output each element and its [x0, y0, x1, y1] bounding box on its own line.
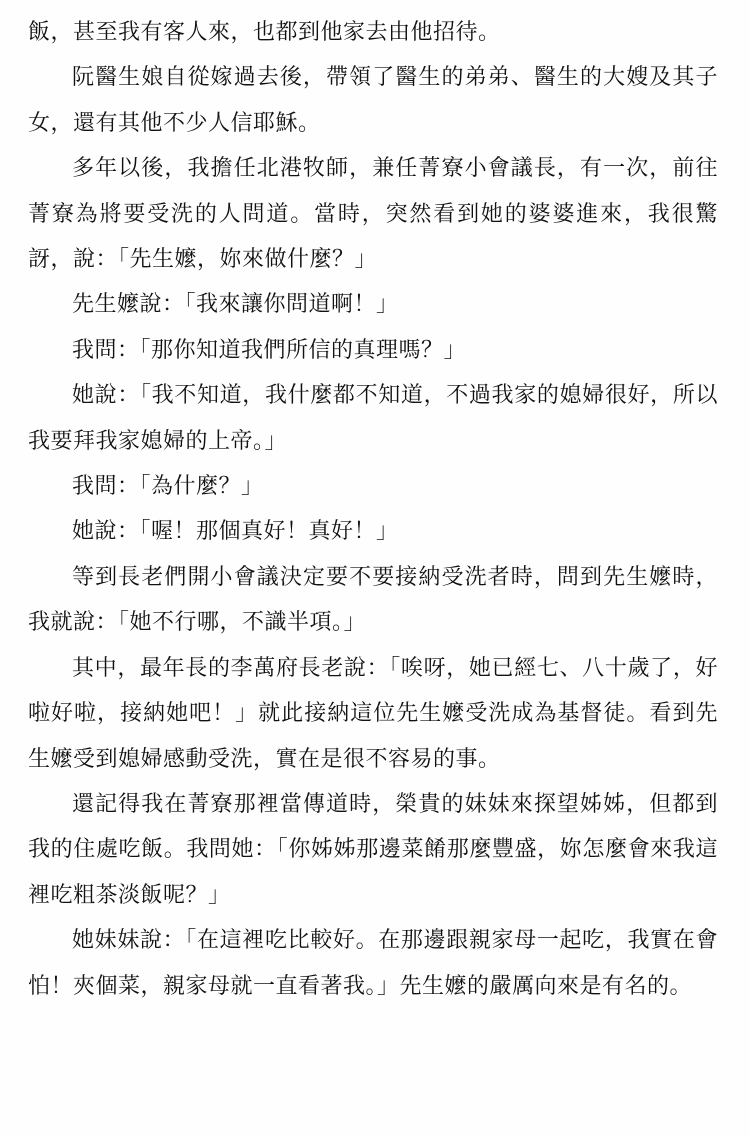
- paragraph-6: 她說：「我不知道，我什麼都不知道，不過我家的媳婦很好，所以我要拜我家媳婦的上帝。」: [28, 383, 718, 454]
- paragraph-11: 還記得我在菁寮那裡當傳道時，榮貴的妹妹來探望姊姊，但都到我的住處吃飯。我問她：「你姊姊那邊菜餚那麼豐盛，妳怎麼會來我這裡吃粗茶淡飯呢？」: [28, 791, 718, 908]
- paragraph-8: 她說：「喔！那個真好！真好！」: [72, 519, 399, 545]
- paragraph-4: 先生嬤說：「我來讓你問道啊！」: [72, 292, 399, 318]
- paragraph-2: 阮醫生娘自從嫁過去後，帶領了醫生的弟弟、醫生的大嫂及其子女，還有其他不少人信耶穌。: [28, 65, 718, 136]
- body-text: [28, 10, 718, 1009]
- paragraph-5: 我問：「那你知道我們所信的真理嗎？」: [72, 337, 467, 363]
- paragraph-7: 我問：「為什麼？」: [72, 474, 264, 500]
- paragraph-10: 其中，最年長的李萬府長老說：「唉呀，她已經七、八十歲了，好啦好啦，接納她吧！」就此接納這位先生嬤受洗成為基督徒。看到先生嬤受到媳婦感動受洗，實在是很不容易的事。: [28, 655, 718, 772]
- paragraph-3: 多年以後，我擔任北港牧師，兼任菁寮小會議長，有一次，前往菁寮為將要受洗的人問道。當時，突然看到她的婆婆進來，我很驚訝，說：「先生嬤，妳來做什麼？」: [28, 156, 718, 273]
- paragraph-1: 飯，甚至我有客人來，也都到他家去由他招待。: [28, 20, 501, 45]
- paragraph-12: 她妹妹說：「在這裡吃比較好。在那邊跟親家母一起吃，我實在會怕！夾個菜，親家母就一直看著我。」先生嬤的嚴厲向來是有名的。: [28, 928, 718, 999]
- paragraph-9: 等到長老們開小會議決定要不要接納受洗者時，問到先生嬤時，我就說：「她不行哪，不識半項。」: [28, 564, 718, 636]
